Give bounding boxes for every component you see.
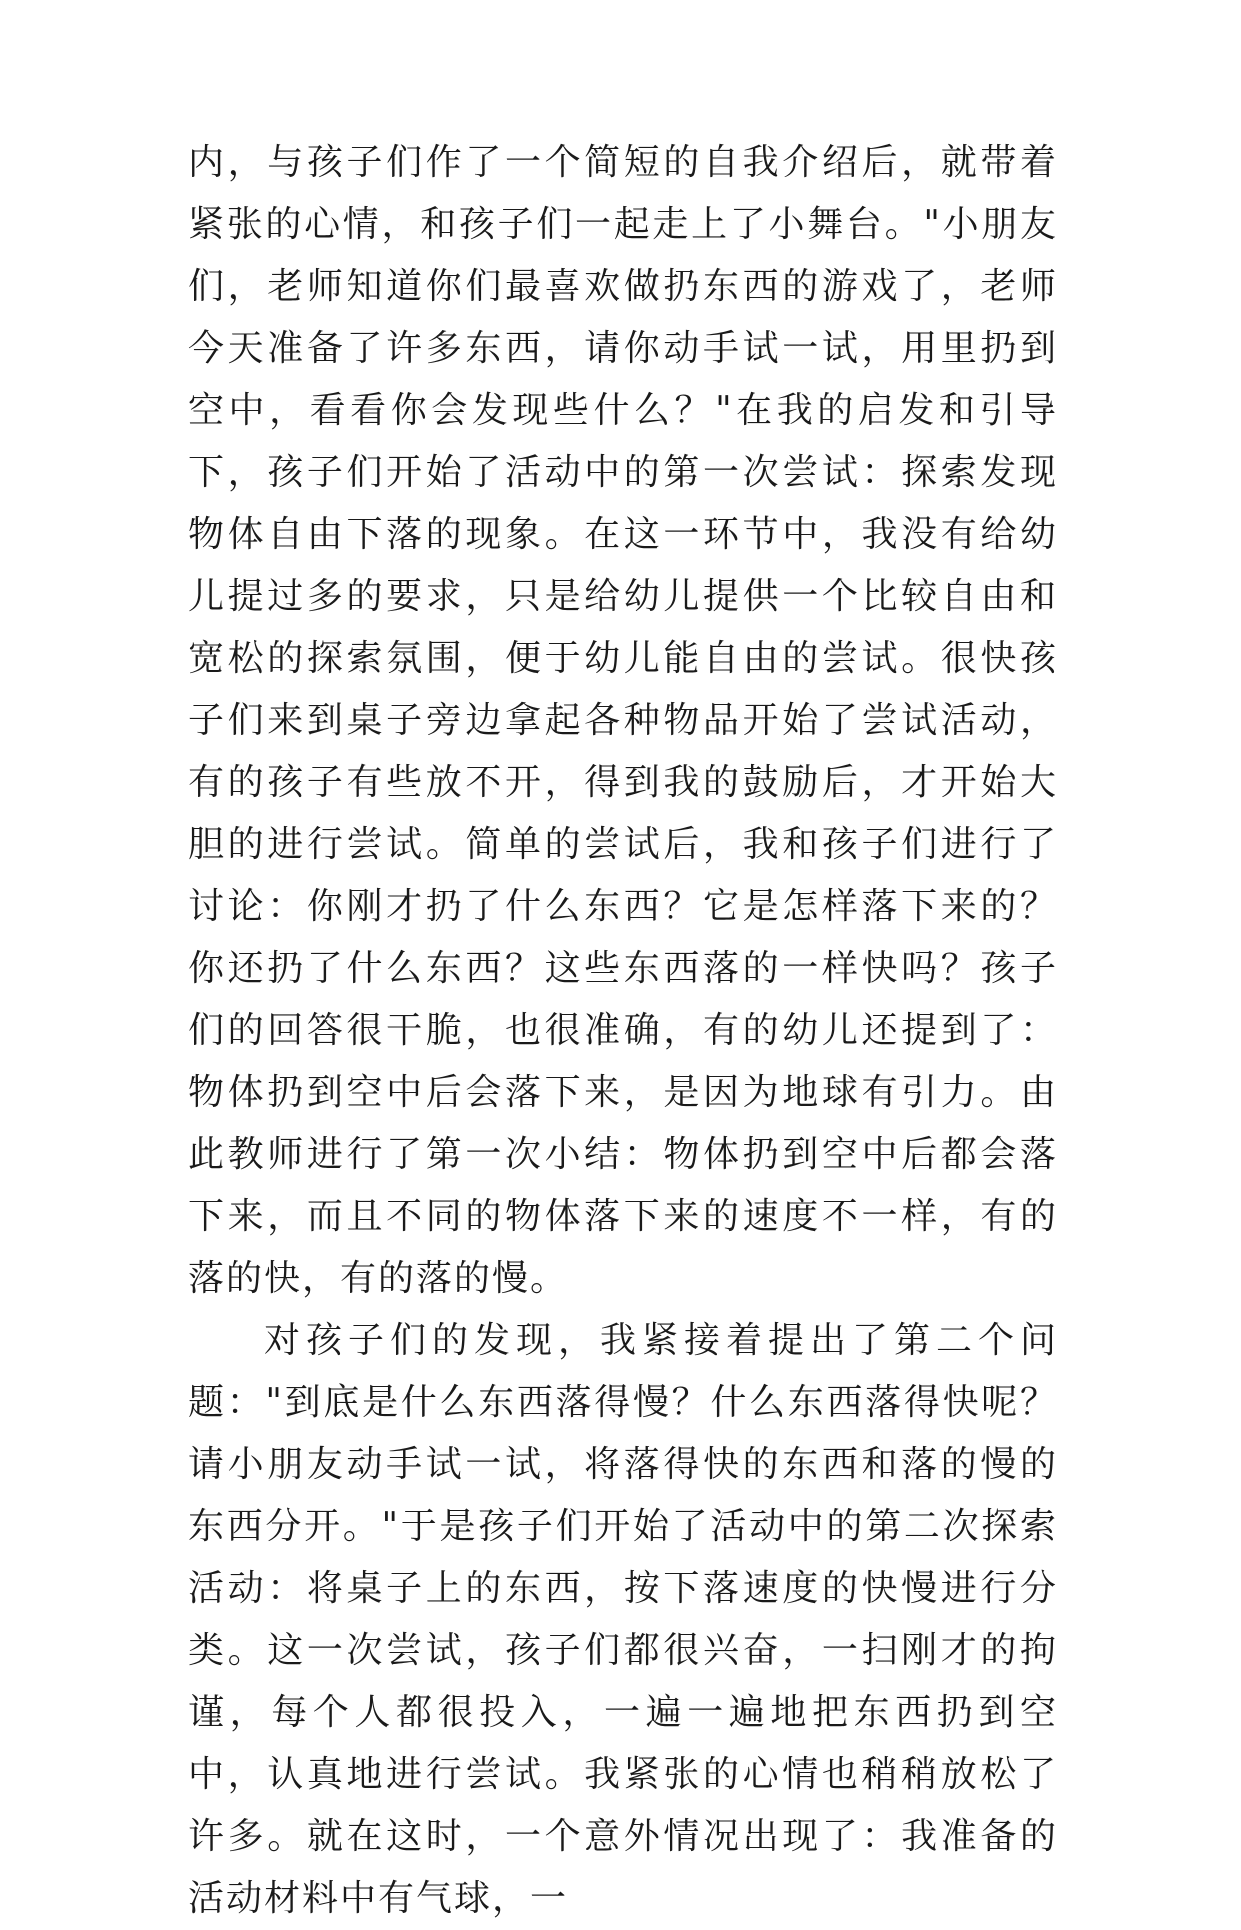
body-text [188,132,1058,1930]
paragraph-1: 内，与孩子们作了一个简短的自我介绍后，就带着紧张的心情，和孩子们一起走上了小舞台。"小朋友们，老师知道你们最喜欢做扔东西的游戏了，老师今天准备了许多东西，请你动手试一试，用里扔到空中，看看你会发现些什么？"在我的启发和引导下，孩子们开始了活动中的第一次尝试：探索发现物体自由下落的现象。在这一环节中，我没有给幼儿提过多的要求，只是给幼儿提供一个比较自由和宽松的探索氛围，便于幼儿能自由的尝试。很快孩子们来到桌子旁边拿起各种物品开始了尝试活动，有的孩子有些放不开，得到我的鼓励后，才开始大胆的进行尝试。简单的尝试后，我和孩子们进行了讨论：你刚才扔了什么东西？它是怎样落下来的？你还扔了什么东西？这些东西落的一样快吗？孩子们的回答很干脆，也很准确，有的幼儿还提到了：物体扔到空中后会落下来，是因为地球有引力。由此教师进行了第一次小结：物体扔到空中后都会落下来，而且不同的物体落下来的速度不一样，有的落的快，有的落的慢。 [188,142,1058,1299]
paragraph-2: 对孩子们的发现，我紧接着提出了第二个问题："到底是什么东西落得慢？什么东西落得快呢？请小朋友动手试一试，将落得快的东西和落的慢的东西分开。"于是孩子们开始了活动中的第二次探索活动：将桌子上的东西，按下落速度的快慢进行分类。这一次尝试，孩子们都很兴奋，一扫刚才的拘谨，每个人都很投入，一遍一遍地把东西扔到空中，认真地进行尝试。我紧张的心情也稍稍放松了许多。就在这时，一个意外情况出现了：我准备的活动材料中有气球，一 [188,1320,1058,1919]
